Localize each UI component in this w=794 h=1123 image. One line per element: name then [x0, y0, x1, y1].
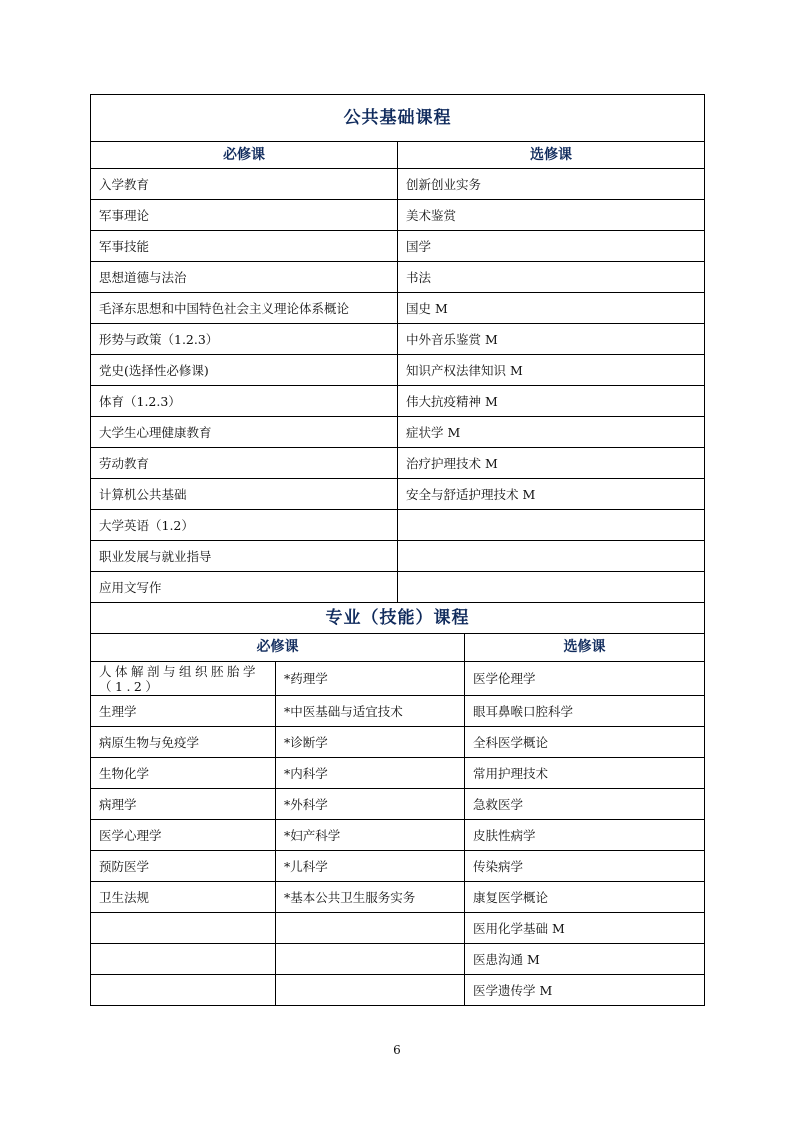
public-elective-header: 选修课 [398, 142, 705, 169]
professional-course-row [91, 820, 705, 851]
professional-core-course: *诊断学 [276, 727, 465, 758]
professional-core-course: *妇产科学 [276, 820, 465, 851]
public-required-course: 劳动教育 [91, 448, 398, 479]
professional-course-row [91, 882, 705, 913]
professional-elective-course: 传染病学 [465, 851, 705, 882]
professional-elective-course: 医学遗传学 M [465, 975, 705, 1006]
public-course-row [91, 386, 705, 417]
public-required-course: 大学英语（1.2） [91, 510, 398, 541]
public-elective-course: 治疗护理技术 M [398, 448, 705, 479]
public-elective-course: 安全与舒适护理技术 M [398, 479, 705, 510]
professional-course-row [91, 662, 705, 696]
public-elective-course: 国史 M [398, 293, 705, 324]
professional-course-row [91, 789, 705, 820]
professional-core-course: *内科学 [276, 758, 465, 789]
professional-required-course: 生物化学 [91, 758, 276, 789]
professional-core-course: *儿科学 [276, 851, 465, 882]
public-elective-course: 症状学 M [398, 417, 705, 448]
professional-required-course: 生理学 [91, 696, 276, 727]
professional-header-row [91, 634, 705, 662]
public-course-row [91, 262, 705, 293]
public-required-course: 军事理论 [91, 200, 398, 231]
public-required-course: 军事技能 [91, 231, 398, 262]
public-required-course: 思想道德与法治 [91, 262, 398, 293]
public-course-row [91, 510, 705, 541]
professional-elective-course: 皮肤性病学 [465, 820, 705, 851]
professional-course-row [91, 913, 705, 944]
public-course-row [91, 479, 705, 510]
public-course-row [91, 200, 705, 231]
professional-section-title-row [91, 603, 705, 634]
public-course-row [91, 324, 705, 355]
public-course-row [91, 355, 705, 386]
public-elective-course: 伟大抗疫精神 M [398, 386, 705, 417]
public-required-course: 党史(选择性必修课) [91, 355, 398, 386]
public-elective-course: 知识产权法律知识 M [398, 355, 705, 386]
public-elective-course: 国学 [398, 231, 705, 262]
public-course-row [91, 293, 705, 324]
professional-required-header: 必修课 [91, 634, 465, 662]
professional-course-row [91, 758, 705, 789]
public-elective-course: 创新创业实务 [398, 169, 705, 200]
professional-rows [91, 662, 705, 1006]
professional-elective-course: 眼耳鼻喉口腔科学 [465, 696, 705, 727]
professional-course-row [91, 975, 705, 1006]
public-required-course: 形势与政策（1.2.3） [91, 324, 398, 355]
public-section-title: 公共基础课程 [91, 95, 705, 142]
professional-elective-header: 选修课 [465, 634, 705, 662]
professional-core-course [276, 913, 465, 944]
public-header-row [91, 142, 705, 169]
public-required-course: 体育（1.2.3） [91, 386, 398, 417]
professional-core-course: *药理学 [276, 662, 465, 696]
professional-required-course: 病理学 [91, 789, 276, 820]
public-section-title-row [91, 95, 705, 142]
public-rows [91, 169, 705, 603]
professional-course-row [91, 851, 705, 882]
professional-core-course: *基本公共卫生服务实务 [276, 882, 465, 913]
public-elective-course [398, 510, 705, 541]
professional-core-course: *外科学 [276, 789, 465, 820]
public-required-course: 应用文写作 [91, 572, 398, 603]
professional-required-course [91, 975, 276, 1006]
professional-course-row [91, 944, 705, 975]
professional-elective-course: 全科医学概论 [465, 727, 705, 758]
professional-section-title: 专业（技能）课程 [91, 603, 705, 634]
public-course-row [91, 448, 705, 479]
professional-required-course: 人体解剖与组织胚胎学（1.2） [91, 662, 276, 696]
professional-required-course: 卫生法规 [91, 882, 276, 913]
public-course-row [91, 572, 705, 603]
professional-required-course [91, 913, 276, 944]
public-elective-course: 美术鉴赏 [398, 200, 705, 231]
public-required-course: 计算机公共基础 [91, 479, 398, 510]
professional-core-course [276, 975, 465, 1006]
professional-course-row [91, 727, 705, 758]
professional-required-course: 预防医学 [91, 851, 276, 882]
public-elective-course [398, 572, 705, 603]
public-course-row [91, 417, 705, 448]
professional-elective-course: 医用化学基础 M [465, 913, 705, 944]
professional-elective-course: 常用护理技术 [465, 758, 705, 789]
professional-core-course [276, 944, 465, 975]
public-course-row [91, 169, 705, 200]
curriculum-table [90, 94, 705, 1006]
professional-required-course: 医学心理学 [91, 820, 276, 851]
professional-required-course: 病原生物与免疫学 [91, 727, 276, 758]
page-number: 6 [393, 1043, 401, 1057]
public-required-header: 必修课 [91, 142, 398, 169]
professional-core-course: *中医基础与适宜技术 [276, 696, 465, 727]
public-required-course: 职业发展与就业指导 [91, 541, 398, 572]
public-course-row [91, 541, 705, 572]
public-elective-course: 中外音乐鉴赏 M [398, 324, 705, 355]
professional-elective-course: 医学伦理学 [465, 662, 705, 696]
public-elective-course: 书法 [398, 262, 705, 293]
public-course-row [91, 231, 705, 262]
professional-elective-course: 康复医学概论 [465, 882, 705, 913]
public-required-course: 毛泽东思想和中国特色社会主义理论体系概论 [91, 293, 398, 324]
professional-elective-course: 医患沟通 M [465, 944, 705, 975]
public-required-course: 入学教育 [91, 169, 398, 200]
public-elective-course [398, 541, 705, 572]
professional-course-row [91, 696, 705, 727]
professional-required-course [91, 944, 276, 975]
professional-elective-course: 急救医学 [465, 789, 705, 820]
public-required-course: 大学生心理健康教育 [91, 417, 398, 448]
